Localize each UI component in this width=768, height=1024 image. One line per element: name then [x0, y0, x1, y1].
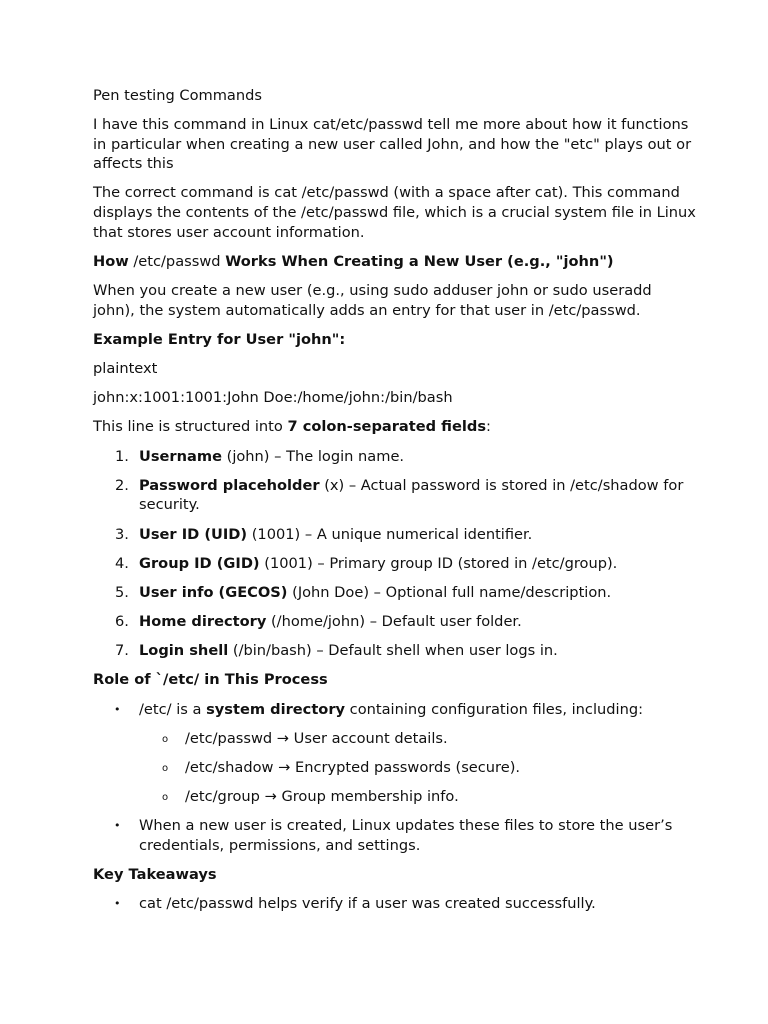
field-item	[115, 583, 698, 603]
role-sub-text: /etc/shadow → Encrypted passwords (secure).	[185, 759, 521, 777]
intro-paragraph: The correct command is cat /etc/passwd (with a space after cat). This command displays the contents of the /etc/passwd file, which is a crucial system file in Linux that stores user account information.	[93, 184, 696, 241]
heading-how-plain: /etc/passwd	[128, 252, 226, 270]
role-bullet-before: /etc/ is a	[139, 700, 207, 718]
structure-bold: 7 colon-separated fields	[287, 418, 487, 436]
role-bullet-item	[114, 700, 698, 807]
field-text: (/bin/bash) – Default shell when user logs in.	[228, 642, 558, 660]
field-text: (1001) – Primary group ID (stored in /etc/group).	[259, 554, 618, 572]
structure-paragraph	[93, 417, 698, 437]
field-item	[115, 476, 698, 515]
code-line: john:x:1001:1001:John Doe:/home/john:/bin/bash	[93, 389, 453, 407]
heading-example-bold: Example Entry for User "john":	[93, 330, 346, 348]
document-title: Pen testing Commands	[93, 87, 262, 104]
takeaways-bullet-list	[93, 894, 698, 914]
sub-bullet-glyph: o	[162, 733, 169, 745]
field-number: 4.	[115, 554, 129, 572]
code-language-label: plaintext	[93, 360, 158, 377]
takeaway-item	[114, 894, 698, 914]
fields-list	[93, 447, 698, 661]
field-text: (john) – The login name.	[221, 447, 405, 465]
role-bullet-bold: system directory	[206, 700, 346, 718]
field-item	[115, 554, 698, 574]
field-label: Login shell	[139, 642, 229, 660]
role-bullet-list	[93, 700, 698, 856]
heading-key-takeaways	[93, 865, 698, 885]
role-sub-item	[162, 758, 698, 778]
role-bullet-after: containing configuration files, including:	[345, 700, 643, 718]
new-user-paragraph: When you create a new user (e.g., using sudo adduser john or sudo useradd john), the system automatically adds an entry for that user in /etc/passwd.	[93, 282, 652, 319]
field-label: Username	[139, 447, 222, 465]
field-number: 2.	[115, 476, 129, 494]
field-number: 7.	[115, 642, 129, 660]
role-sub-text: /etc/group → Group membership info.	[185, 788, 459, 806]
bullet-glyph: •	[114, 819, 121, 833]
heading-how-it-works	[93, 252, 698, 272]
sub-bullet-glyph: o	[162, 792, 169, 804]
question-paragraph: I have this command in Linux cat/etc/passwd tell me more about how it functions in particular when creating a new user called John, and how the "etc" plays out or affects this	[93, 116, 692, 173]
field-number: 5.	[115, 583, 129, 601]
field-label: Group ID (GID)	[139, 554, 260, 572]
structure-after: :	[486, 418, 491, 436]
field-number: 1.	[115, 447, 129, 465]
role-sub-item	[162, 787, 698, 807]
heading-role-of-etc	[93, 670, 698, 690]
heading-how-bold-1: How	[93, 252, 129, 270]
role-sub-text: /etc/passwd → User account details.	[185, 729, 448, 747]
field-item	[115, 612, 698, 632]
heading-how-bold-2: Works When Creating a New User (e.g., "john")	[225, 252, 614, 270]
field-text: (/home/john) – Default user folder.	[266, 613, 522, 631]
structure-before: This line is structured into	[93, 418, 288, 436]
field-text: (1001) – A unique numerical identifier.	[247, 525, 533, 543]
role-bullet-text: When a new user is created, Linux updates these files to store the user’s credentials, permissions, and settings.	[139, 817, 673, 854]
bullet-glyph: •	[114, 702, 121, 716]
field-label: User ID (UID)	[139, 525, 248, 543]
field-item	[115, 641, 698, 661]
field-text: (John Doe) – Optional full name/description.	[287, 583, 612, 601]
role-sub-item	[162, 729, 698, 749]
field-text: (x) – Actual password is stored in /etc/shadow for security.	[139, 476, 684, 514]
field-item	[115, 447, 698, 467]
field-label: Home directory	[139, 613, 267, 631]
bullet-glyph: •	[114, 897, 121, 911]
field-number: 3.	[115, 525, 129, 543]
field-item	[115, 525, 698, 545]
heading-example-entry	[93, 330, 698, 350]
role-bullet-item	[114, 816, 698, 855]
role-sub-list	[139, 729, 698, 807]
field-label: User info (GECOS)	[139, 583, 288, 601]
field-number: 6.	[115, 613, 129, 631]
heading-takeaways-bold: Key Takeaways	[93, 866, 217, 884]
sub-bullet-glyph: o	[162, 763, 169, 775]
takeaway-text: cat /etc/passwd helps verify if a user was created successfully.	[139, 895, 596, 913]
field-label: Password placeholder	[139, 476, 320, 494]
heading-role-bold: Role of `/etc/ in This Process	[93, 671, 328, 689]
